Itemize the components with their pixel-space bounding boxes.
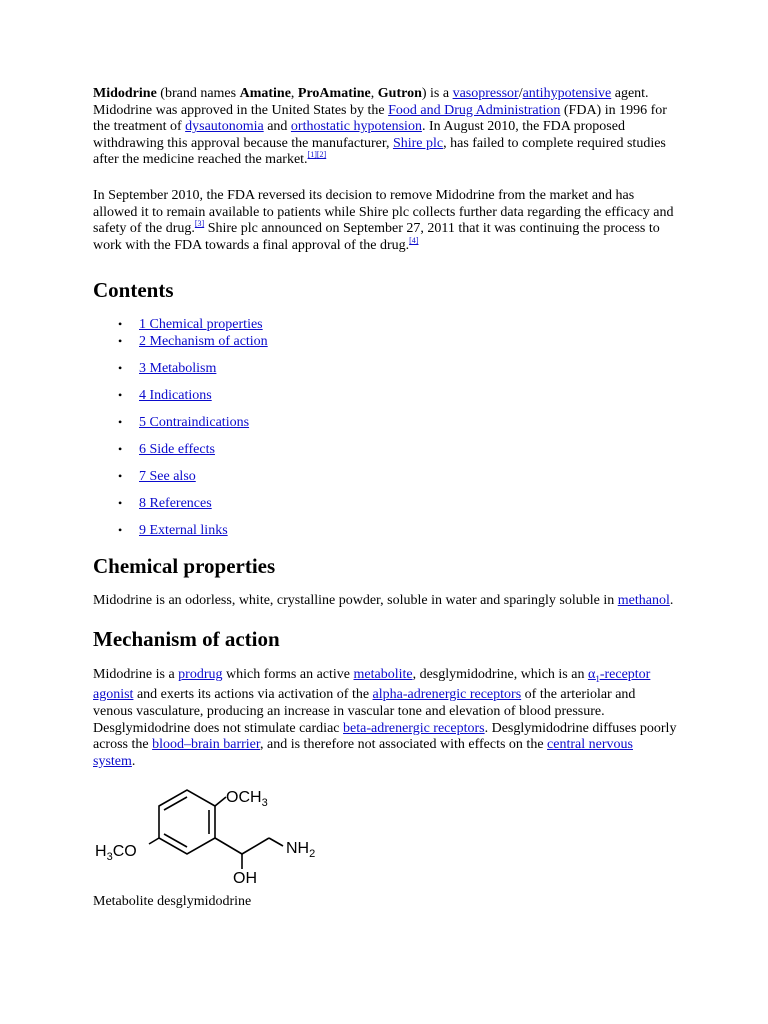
atom-labels [95,789,315,884]
text-span: ) is a [421,86,453,101]
link-alpha1-receptor[interactable] [588,667,650,682]
double-bond [164,834,187,847]
toc-link-contraindications[interactable]: 5 Contraindications [139,415,250,431]
contents-heading: Contents [93,278,174,303]
chemical-properties-paragraph [93,593,678,610]
link-shire-plc[interactable]: Shire plc [392,135,444,151]
link-vasopressor[interactable]: vasopressor [452,86,519,101]
mechanism-heading: Mechanism of action [93,626,280,651]
link-metabolite[interactable]: metabolite [353,666,413,682]
bullet-icon: • [118,361,123,376]
label-text: OCH [226,789,262,807]
bullet-icon: • [118,469,123,484]
text-span: agent. Midodrine was approved in the United States by the [93,86,649,118]
text-span: . [131,753,136,769]
mechanism-paragraph [93,667,678,770]
text-span: which forms an active [222,666,354,682]
bullet-icon: • [118,317,123,332]
label-oh: OH [233,870,257,885]
text-span: , and is therefore not associated with effects on the [260,737,548,753]
label-subscript: 2 [309,848,316,861]
link-blood-brain-barrier[interactable]: blood–brain barrier [152,737,260,753]
intro-paragraph-2 [93,188,678,254]
link-antihypotensive[interactable]: antihypotensive [522,86,612,101]
text-span: Midodrine is a [93,666,179,682]
toc-link-mechanism-of-action[interactable]: 2 Mechanism of action [139,334,268,350]
subscript: 1 [595,673,600,684]
label-nh2 [286,840,315,860]
label-subscript: 3 [106,851,113,864]
link-beta-adrenergic-receptors[interactable]: beta-adrenergic receptors [343,720,485,736]
toc-item [93,316,678,333]
link-alpha-adrenergic-receptors[interactable]: alpha-adrenergic receptors [372,687,522,703]
text-span: (brand names [156,86,240,101]
text-span: , [290,86,298,101]
label-text: NH [286,840,310,858]
table-of-contents [93,316,678,539]
text-span: (FDA) in 1996 for the treatment of [93,102,667,135]
label-h3co [95,843,137,863]
molecule-figure [93,784,353,894]
toc-item [93,495,678,512]
toc-link-indications[interactable]: 4 Indications [139,388,212,404]
toc-link-metabolism[interactable]: 3 Metabolism [139,361,217,377]
ref-link-1[interactable]: [1] [307,150,317,160]
text-span: and [263,119,291,135]
link-methanol[interactable]: methanol [617,593,670,609]
ref-link-2[interactable]: [2] [316,150,327,160]
link-fda[interactable]: Food and Drug Administration [388,102,561,118]
brand-name-proamatine: ProAmatine [297,86,371,101]
bullet-icon: • [118,523,123,538]
label-text: CO [112,843,137,861]
toc-item [93,387,678,404]
ref-link-4[interactable]: [4] [409,235,419,245]
ring-bonds [159,790,215,854]
text-span: and exerts its actions via activation of the [133,687,373,703]
label-text: H [95,843,107,861]
toc-item [93,414,678,431]
text-span: α [587,666,596,682]
intro-paragraph-1 [93,86,678,169]
bond-nh2 [269,838,283,846]
article-content [93,86,678,910]
text-span: Shire plc announced on September 27, 2011 that it was continuing the process to work with the FDA towards a final approval of the drug. [93,221,660,253]
bullet-icon: • [118,496,123,511]
text-span: , [370,86,378,101]
text-span: of the arteriolar and venous vasculature, producing an increase in vascular tone and elevation of blood pressure. Desglymidodrine does not stimulate cardiac [93,687,636,736]
bond-chain-2 [242,838,269,854]
bond-chain-1 [215,838,242,854]
chemical-properties-heading: Chemical properties [93,554,276,579]
double-bond [164,797,187,810]
link-dysautonomia[interactable]: dysautonomia [185,119,264,135]
bond-h3co [149,838,159,844]
toc-item [93,441,678,458]
text-span: / [518,86,523,101]
toc-link-external-links[interactable]: 9 External links [139,523,228,539]
bullet-icon: • [118,388,123,403]
text-span: . In August 2010, the FDA proposed withdrawing this approval because the manufacturer, [93,119,625,151]
toc-link-side-effects[interactable]: 6 Side effects [139,442,215,458]
link-central-nervous-system[interactable]: central nervous system [93,737,633,769]
toc-item [93,522,678,539]
text-span: -receptor [599,666,651,682]
toc-item [93,333,678,350]
text-span: , has failed to complete required studies after the medicine reached the market. [93,135,666,168]
text-span: , desglymidodrine, which is an [412,666,588,682]
bullet-icon: • [118,334,123,349]
toc-item [93,468,678,485]
text-span: . [669,593,674,609]
brand-name-amatine: Amatine [239,86,291,101]
bond-och3 [215,797,226,806]
label-och3 [226,789,268,809]
desglymidodrine-structure [93,784,333,884]
bullet-icon: • [118,442,123,457]
label-subscript: 3 [261,797,268,810]
link-orthostatic-hypotension[interactable]: orthostatic hypotension [290,119,422,135]
text-span: In September 2010, the FDA reversed its decision to remove Midodrine from the market and has allowed it to remain available to patients while Shire plc collects further data regarding the efficacy and safety of the drug. [93,187,674,237]
figure-caption: Metabolite desglymidodrine [93,894,252,910]
brand-name-gutron: Gutron [377,86,422,101]
drug-name: Midodrine [93,86,157,101]
link-agonist[interactable]: agonist [93,687,134,703]
toc-link-references[interactable]: 8 References [139,496,212,512]
text-span: . Desglymidodrine diffuses poorly across the [93,720,677,753]
toc-item [93,360,678,377]
link-prodrug[interactable]: prodrug [178,666,223,682]
ref-link-3[interactable]: [3] [194,219,205,229]
benzene-ring [159,790,215,854]
toc-link-chemical-properties[interactable]: 1 Chemical properties [139,317,263,333]
bullet-icon: • [118,415,123,430]
toc-link-see-also[interactable]: 7 See also [139,469,196,485]
text-span: Midodrine is an odorless, white, crystalline powder, soluble in water and sparingly soluble in [93,593,618,609]
